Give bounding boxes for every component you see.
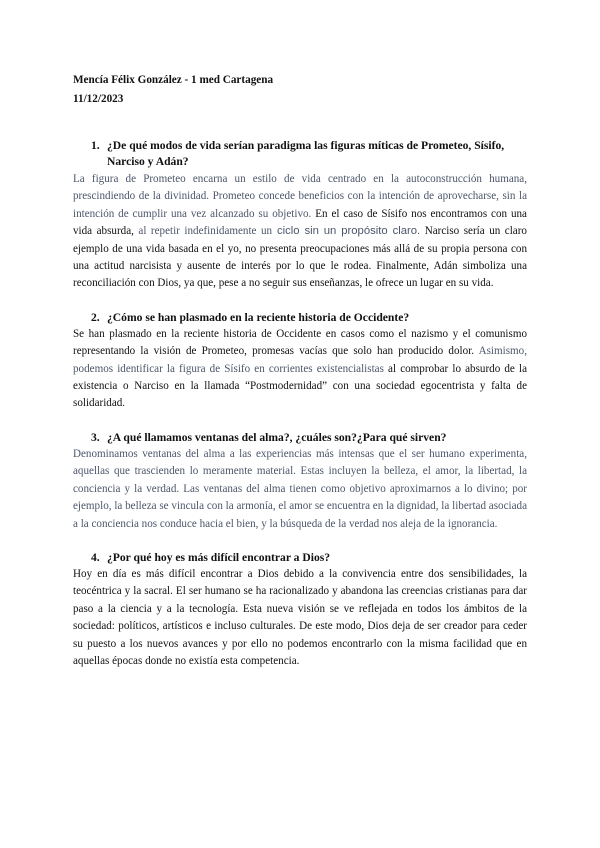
question-number: 4. <box>91 550 100 564</box>
section-1 <box>73 138 527 293</box>
document-page <box>73 71 527 670</box>
answer-text-segment: ciclo sin un propósito claro. <box>272 225 421 238</box>
answer-text-segment: Denominamos ventanas del alma a las experiencias más intensas que el ser humano experimenta, aquellas que trascienden lo meramente material. Estas incluyen la belleza, el amor, la libertad, la conciencia y la verdad. Las ventanas del alma tienen como objetivo aproximarnos a lo divino; por ejemplo, la belleza se vincula con la armonía, el amor se encuentra en la dignidad, la libertad asociada a la conciencia nos conduce hacia el bien, y la búsqueda de la verdad nos aleja de la ignorancia. <box>73 447 527 530</box>
question-3 <box>73 430 527 446</box>
answer-text-segment: Asimismo, podemos identificar la figura de Sísifo en corrientes existencialistas <box>73 345 527 375</box>
question-4 <box>73 550 527 566</box>
answer-text-segment: al repetir indefinidamente un <box>133 225 273 238</box>
question-number: 1. <box>91 139 100 152</box>
question-number: 2. <box>91 310 100 324</box>
author-line: Mencía Félix González - 1 med Cartagena <box>73 74 274 86</box>
answer-text-segment: La figura de Prometeo encarna un estilo de vida centrado en la autoconstrucción humana, prescindiendo de la divinidad. Prometeo concede beneficios con la intención de aprovecharse, sin la intención de cumplir una vez alcanzado su objetivo. <box>73 173 527 220</box>
answer-text-segment: Hoy en día es más difícil encontrar a Dios debido a la convivencia entre dos sensibilidades, la teocéntrica y la sacral. El ser humano se ha racionalizado y abandona las creencias cristianas para dar paso a la ciencia y a la tecnología. Esta nueva visión se ve reflejada en todos los ámbitos de la sociedad: políticos, artísticos e incluso culturales. De este modo, Dios deja de ser creador para ceder su puesto a los nuevos avances y por ello no podemos encontrarlo con la misma facilidad que en aquellas épocas donde no existía esta competencia. <box>73 567 527 667</box>
question-text: ¿Cómo se han plasmado en la reciente historia de Occidente? <box>107 310 410 324</box>
question-text: ¿A qué llamamos ventanas del alma?, ¿cuáles son?¿Para qué sirven? <box>107 430 447 444</box>
answer-3 <box>73 446 527 533</box>
question-text: ¿De qué modos de vida serían paradigma las figuras míticas de Prometeo, Sísifo, Narciso y Adán? <box>107 139 505 168</box>
answer-text-segment: al comprobar lo absurdo de la existencia o Narciso en la llamada “Postmodernidad” con una sociedad egocentrista y falta de solidaridad. <box>73 362 527 410</box>
section-2 <box>73 310 527 413</box>
question-number: 3. <box>91 430 100 444</box>
answer-text-segment: En el caso de Sísifo nos encontramos con una vida absurda, <box>73 207 527 238</box>
answer-2 <box>73 326 527 413</box>
question-2 <box>73 310 527 326</box>
date-line: 11/12/2023 <box>73 93 124 105</box>
answer-4 <box>73 566 527 670</box>
question-1 <box>73 138 527 170</box>
answer-1 <box>73 171 527 293</box>
answer-text-segment: Narciso sería un claro ejemplo de una vida basada en el yo, no presenta preocupaciones más allá de su propia persona con una actitud narcisista y ausente de interés por lo que le rodea. Finalmente, Adán simboliza una reconciliación con Dios, ya que, pese a no seguir sus enseñanzas, le ofrece un lugar en su vida. <box>73 225 527 290</box>
section-4 <box>73 550 527 670</box>
section-3 <box>73 430 527 533</box>
question-text: ¿Por qué hoy es más difícil encontrar a Dios? <box>107 550 331 564</box>
answer-text-segment: Se han plasmado en la reciente historia de Occidente en casos como el nazismo y el comunismo representando la visión de Prometeo, promesas vacías que solo han producido dolor. <box>73 327 527 358</box>
